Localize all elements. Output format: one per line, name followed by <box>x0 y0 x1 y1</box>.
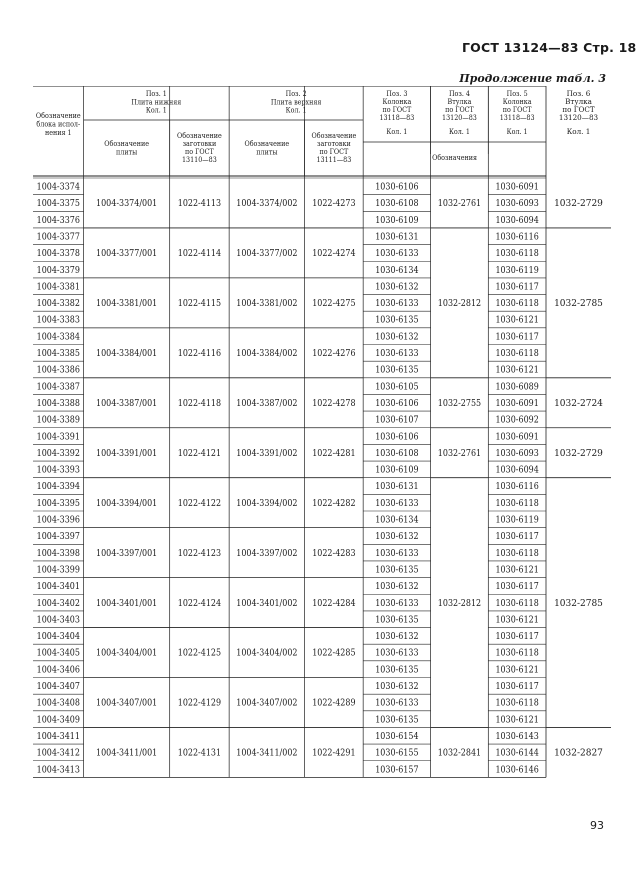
header-pos4: по ГОСТ <box>445 105 474 115</box>
column-pos3-cell: 1030-6131 <box>375 232 419 243</box>
header-pos6: Поз. 6 <box>566 89 591 98</box>
block-designation-cell: 1004-3382 <box>36 298 80 310</box>
column-pos5-cell: 1030-6121 <box>495 315 539 326</box>
column-pos3-cell: 1030-6132 <box>375 331 419 343</box>
table-grid <box>33 86 546 813</box>
column-pos3-cell: 1030-6109 <box>375 215 419 226</box>
blank-lower-cell: 1022-4131 <box>177 748 222 759</box>
bushing-pos4-cell: 1032-2761 <box>437 448 482 460</box>
plate-upper-cell: 1004-3387/002 <box>236 398 298 410</box>
block-designation-cell: 1004-3413 <box>36 764 80 776</box>
header-pos6: Втулка <box>565 97 592 106</box>
block-designation-cell: 1004-3395 <box>36 498 80 510</box>
column-pos5-cell: 1030-6121 <box>495 714 539 726</box>
block-designation-cell: 1004-3392 <box>36 448 80 460</box>
blank-lower-cell: 1022-4116 <box>177 348 222 360</box>
blank-lower-cell: 1022-4113 <box>177 198 222 210</box>
blank-upper-cell: 1022-4276 <box>312 348 356 360</box>
column-pos5-cell: 1030-6093 <box>495 198 539 210</box>
block-designation-cell: 1004-3391 <box>36 431 80 443</box>
column-pos5-cell: 1030-6116 <box>495 481 539 493</box>
block-designation-cell: 1004-3385 <box>36 348 80 360</box>
block-designation-cell: 1004-3374 <box>36 182 80 193</box>
column-pos3-cell: 1030-6135 <box>375 315 419 326</box>
header-pos6: по ГОСТ <box>562 105 595 114</box>
column-pos3-cell: 1030-6135 <box>375 714 419 726</box>
header-pos1: Поз. 1 <box>145 89 167 99</box>
column-pos5-cell: 1030-6117 <box>495 531 539 543</box>
column-pos5-cell: 1030-6117 <box>495 331 539 343</box>
column-pos3-cell: 1030-6134 <box>375 515 419 526</box>
plate-lower-cell: 1004-3394/001 <box>96 498 158 510</box>
header-block-designation: Обозначение <box>35 111 81 121</box>
plate-upper-cell: 1004-3407/002 <box>236 698 298 709</box>
block-designation-cell: 1004-3377 <box>36 232 80 243</box>
column-pos3-cell: 1030-6109 <box>375 465 419 476</box>
blank-lower-cell: 1022-4124 <box>177 598 222 609</box>
plate-lower-cell: 1004-3401/001 <box>96 598 158 609</box>
bushing-pos4-cell: 1032-2761 <box>437 198 482 210</box>
column-pos5-cell: 1030-6118 <box>495 298 539 310</box>
bushing-pos4-cell: 1032-2755 <box>437 398 482 410</box>
column-pos5-cell: 1030-6094 <box>495 465 539 476</box>
header-pos4: 13120—83 <box>442 113 477 123</box>
header-pos1: Кол. 1 <box>145 106 167 115</box>
bushing-pos4-cell: 1032-2812 <box>437 298 482 310</box>
header-blank-designation-2: 13111—83 <box>316 155 352 165</box>
header-qty: Кол. 1 <box>566 127 591 136</box>
column-pos5-cell: 1030-6118 <box>495 348 539 360</box>
header-block-designation: блока испол- <box>36 120 81 129</box>
plate-lower-cell: 1004-3377/001 <box>96 248 158 260</box>
header-blank-designation-2: Обозначение <box>311 131 357 141</box>
block-designation-cell: 1004-3386 <box>36 365 80 376</box>
column-pos3-cell: 1030-6106 <box>375 398 419 410</box>
block-designation-cell: 1004-3381 <box>36 282 80 293</box>
header-qty: Кол. 1 <box>506 127 528 137</box>
column-pos3-cell: 1030-6108 <box>375 198 419 210</box>
column-pos5-cell: 1030-6121 <box>495 565 539 576</box>
plate-upper-cell: 1004-3384/002 <box>236 348 298 360</box>
column-pos3-cell: 1030-6133 <box>375 598 419 609</box>
block-designation-cell: 1004-3401 <box>36 581 80 593</box>
column-pos3-cell: 1030-6157 <box>375 764 419 776</box>
block-designation-cell: 1004-3403 <box>36 615 80 626</box>
bushing-pos6-cell: 1032-2729 <box>554 199 603 210</box>
column-pos5-cell: 1030-6089 <box>495 381 539 393</box>
blank-lower-cell: 1022-4129 <box>177 698 222 709</box>
block-designation-cell: 1004-3383 <box>36 315 80 326</box>
block-designation-cell: 1004-3378 <box>36 248 80 260</box>
header-designations: Обозначения <box>432 153 478 163</box>
plate-lower-cell: 1004-3411/001 <box>96 748 158 759</box>
header-pos4: Поз. 4 <box>448 89 470 99</box>
column-pos5-cell: 1030-6144 <box>495 748 539 759</box>
blank-upper-cell: 1022-4275 <box>312 298 356 310</box>
header-pos5: Поз. 5 <box>506 89 528 99</box>
plate-upper-cell: 1004-3377/002 <box>236 248 298 260</box>
specification-table <box>33 86 611 813</box>
column-pos3-cell: 1030-6135 <box>375 565 419 576</box>
page-title: ГОСТ 13124—83 Стр. 18 <box>462 40 637 55</box>
column-pos5-cell: 1030-6117 <box>495 631 539 643</box>
column-pos3-cell: 1030-6135 <box>375 365 419 376</box>
column-pos5-cell: 1030-6119 <box>495 265 539 276</box>
blank-upper-cell: 1022-4282 <box>312 498 356 510</box>
block-designation-cell: 1004-3388 <box>36 398 80 410</box>
blank-upper-cell: 1022-4281 <box>312 448 356 460</box>
block-designation-cell: 1004-3398 <box>36 548 80 559</box>
blank-lower-cell: 1022-4121 <box>177 448 222 460</box>
header-blank-designation-2: по ГОСТ <box>319 147 349 157</box>
column-pos3-cell: 1030-6107 <box>375 415 419 426</box>
column-pos3-cell: 1030-6133 <box>375 498 419 510</box>
column-pos3-cell: 1030-6133 <box>375 548 419 559</box>
block-designation-cell: 1004-3407 <box>36 681 80 693</box>
column-pos3-cell: 1030-6132 <box>375 282 419 293</box>
blank-upper-cell: 1022-4289 <box>312 698 356 709</box>
page-number: 93 <box>590 819 604 832</box>
bushing-pos4-cell: 1032-2841 <box>437 748 482 759</box>
plate-upper-cell: 1004-3411/002 <box>236 748 298 759</box>
header-qty: Кол. 1 <box>386 127 408 137</box>
bushing-pos6-cell: 1032-2724 <box>554 398 603 409</box>
plate-lower-cell: 1004-3397/001 <box>96 548 158 559</box>
block-designation-cell: 1004-3384 <box>36 331 80 343</box>
column-pos3-cell: 1030-6135 <box>375 664 419 676</box>
header-pos3: 13118—83 <box>379 113 415 123</box>
header-pos6: 13120—83 <box>558 113 599 122</box>
block-designation-cell: 1004-3393 <box>36 465 80 476</box>
blank-lower-cell: 1022-4114 <box>177 248 222 260</box>
column-pos5-cell: 1030-6121 <box>495 365 539 376</box>
header-pos2: Кол. 1 <box>285 106 307 115</box>
column-pos3-cell: 1030-6154 <box>375 731 419 743</box>
column-pos5-cell: 1030-6118 <box>495 498 539 510</box>
header-blank-designation-1: по ГОСТ <box>185 147 214 157</box>
bushing-pos6-cell: 1032-2827 <box>554 748 603 759</box>
blank-upper-cell: 1022-4273 <box>312 198 356 210</box>
column-pos3-cell: 1030-6133 <box>375 248 419 260</box>
block-designation-cell: 1004-3394 <box>36 481 80 493</box>
column-pos3-cell: 1030-6105 <box>375 381 419 393</box>
header-blank-designation-1: 13110—83 <box>182 155 217 165</box>
blank-upper-cell: 1022-4284 <box>312 598 356 609</box>
blank-lower-cell: 1022-4123 <box>177 548 222 559</box>
column-pos5-cell: 1030-6094 <box>495 215 539 226</box>
header-plate-designation-2: плиты <box>256 147 278 157</box>
header-plate-designation-1: Обозначение <box>104 139 150 149</box>
column-pos5-cell: 1030-6091 <box>495 182 539 193</box>
column-pos3-cell: 1030-6132 <box>375 681 419 693</box>
column-pos3-cell: 1030-6106 <box>375 182 419 193</box>
plate-lower-cell: 1004-3387/001 <box>96 398 158 410</box>
header-plate-designation-1: плиты <box>116 147 138 157</box>
header-pos5: Колонка <box>502 97 532 107</box>
column-pos3-cell: 1030-6106 <box>375 431 419 443</box>
block-designation-cell: 1004-3404 <box>36 631 80 643</box>
block-designation-cell: 1004-3411 <box>36 731 80 743</box>
column-pos5-cell: 1030-6118 <box>495 248 539 260</box>
plate-upper-cell: 1004-3397/002 <box>236 548 298 559</box>
column-pos5-cell: 1030-6118 <box>495 548 539 559</box>
block-designation-cell: 1004-3399 <box>36 565 80 576</box>
header-block-designation: нения 1 <box>44 128 72 138</box>
block-designation-cell: 1004-3405 <box>36 648 80 659</box>
column-pos3-cell: 1030-6131 <box>375 481 419 493</box>
column-pos5-cell: 1030-6117 <box>495 681 539 693</box>
plate-lower-cell: 1004-3391/001 <box>96 448 158 460</box>
column-pos3-cell: 1030-6133 <box>375 648 419 659</box>
header-pos3: Колонка <box>382 97 412 107</box>
blank-lower-cell: 1022-4125 <box>177 648 222 659</box>
column-pos5-cell: 1030-6091 <box>495 431 539 443</box>
column-pos5-cell: 1030-6092 <box>495 415 539 426</box>
plate-upper-cell: 1004-3404/002 <box>236 648 298 659</box>
plate-upper-cell: 1004-3374/002 <box>236 198 298 210</box>
header-pos5: по ГОСТ <box>502 105 532 115</box>
column-pos3-cell: 1030-6132 <box>375 531 419 543</box>
plate-lower-cell: 1004-3404/001 <box>96 648 158 659</box>
column-pos5-cell: 1030-6117 <box>495 282 539 293</box>
plate-upper-cell: 1004-3401/002 <box>236 598 298 609</box>
column-pos5-cell: 1030-6118 <box>495 598 539 609</box>
column-pos3-cell: 1030-6155 <box>375 748 419 759</box>
column-pos5-cell: 1030-6116 <box>495 232 539 243</box>
column-pos5-cell: 1030-6146 <box>495 764 539 776</box>
column-pos5-cell: 1030-6091 <box>495 398 539 410</box>
blank-upper-cell: 1022-4274 <box>312 248 356 260</box>
bushing-pos6-cell: 1032-2785 <box>554 598 603 609</box>
blank-upper-cell: 1022-4283 <box>312 548 356 559</box>
block-designation-cell: 1004-3376 <box>36 215 80 226</box>
plate-lower-cell: 1004-3381/001 <box>96 298 158 310</box>
bushing-pos6-cell: 1032-2729 <box>554 448 603 459</box>
header-plate-designation-2: Обозначение <box>244 139 290 149</box>
column-pos3-cell: 1030-6132 <box>375 581 419 593</box>
plate-lower-cell: 1004-3384/001 <box>96 348 158 360</box>
column-pos3-cell: 1030-6135 <box>375 615 419 626</box>
column-pos5-cell: 1030-6118 <box>495 698 539 709</box>
column-pos5-cell: 1030-6143 <box>495 731 539 743</box>
header-pos4: Втулка <box>447 97 472 107</box>
header-pos2: Плита верхняя <box>270 97 322 107</box>
header-blank-designation-1: Обозначение <box>177 131 222 141</box>
column-pos3-cell: 1030-6108 <box>375 448 419 460</box>
column-pos3-cell: 1030-6134 <box>375 265 419 276</box>
column-pos3-cell: 1030-6132 <box>375 631 419 643</box>
header-blank-designation-1: заготовки <box>182 139 217 149</box>
block-designation-cell: 1004-3375 <box>36 198 80 210</box>
column-pos5-cell: 1030-6093 <box>495 448 539 460</box>
header-pos3: Поз. 3 <box>386 89 408 99</box>
plate-lower-cell: 1004-3407/001 <box>96 698 158 709</box>
header-pos5: 13118—83 <box>499 113 535 123</box>
column-pos5-cell: 1030-6121 <box>495 664 539 676</box>
block-designation-cell: 1004-3402 <box>36 598 80 609</box>
blank-lower-cell: 1022-4122 <box>177 498 222 510</box>
blank-lower-cell: 1022-4115 <box>177 298 222 310</box>
bushing-pos4-cell: 1032-2812 <box>437 598 482 609</box>
blank-upper-cell: 1022-4278 <box>312 398 356 410</box>
header-pos2: Поз. 2 <box>285 89 307 99</box>
block-designation-cell: 1004-3397 <box>36 531 80 543</box>
header-pos3: по ГОСТ <box>382 105 412 115</box>
column-pos5-cell: 1030-6119 <box>495 515 539 526</box>
block-designation-cell: 1004-3396 <box>36 515 80 526</box>
plate-upper-cell: 1004-3394/002 <box>236 498 298 510</box>
block-designation-cell: 1004-3379 <box>36 265 80 276</box>
bushing-pos6-cell: 1032-2785 <box>554 299 603 310</box>
column-pos5-cell: 1030-6117 <box>495 581 539 593</box>
header-pos1: Плита нижняя <box>131 97 182 107</box>
table-continuation-label: Продолжение табл. 3 <box>459 72 606 85</box>
block-designation-cell: 1004-3387 <box>36 381 80 393</box>
blank-upper-cell: 1022-4291 <box>312 748 356 759</box>
column-pos3-cell: 1030-6133 <box>375 348 419 360</box>
plate-lower-cell: 1004-3374/001 <box>96 198 158 210</box>
blank-upper-cell: 1022-4285 <box>312 648 356 659</box>
header-blank-designation-2: заготовки <box>317 139 351 149</box>
column-pos5-cell: 1030-6121 <box>495 615 539 626</box>
header-qty: Кол. 1 <box>448 127 470 137</box>
plate-upper-cell: 1004-3391/002 <box>236 448 298 460</box>
block-designation-cell: 1004-3406 <box>36 664 80 676</box>
block-designation-cell: 1004-3389 <box>36 415 80 426</box>
plate-upper-cell: 1004-3381/002 <box>236 298 298 310</box>
block-designation-cell: 1004-3412 <box>36 748 80 759</box>
column-pos3-cell: 1030-6133 <box>375 698 419 709</box>
column-pos5-cell: 1030-6118 <box>495 648 539 659</box>
column-pos3-cell: 1030-6133 <box>375 298 419 310</box>
blank-lower-cell: 1022-4118 <box>177 398 222 410</box>
block-designation-cell: 1004-3409 <box>36 714 80 726</box>
block-designation-cell: 1004-3408 <box>36 698 80 709</box>
